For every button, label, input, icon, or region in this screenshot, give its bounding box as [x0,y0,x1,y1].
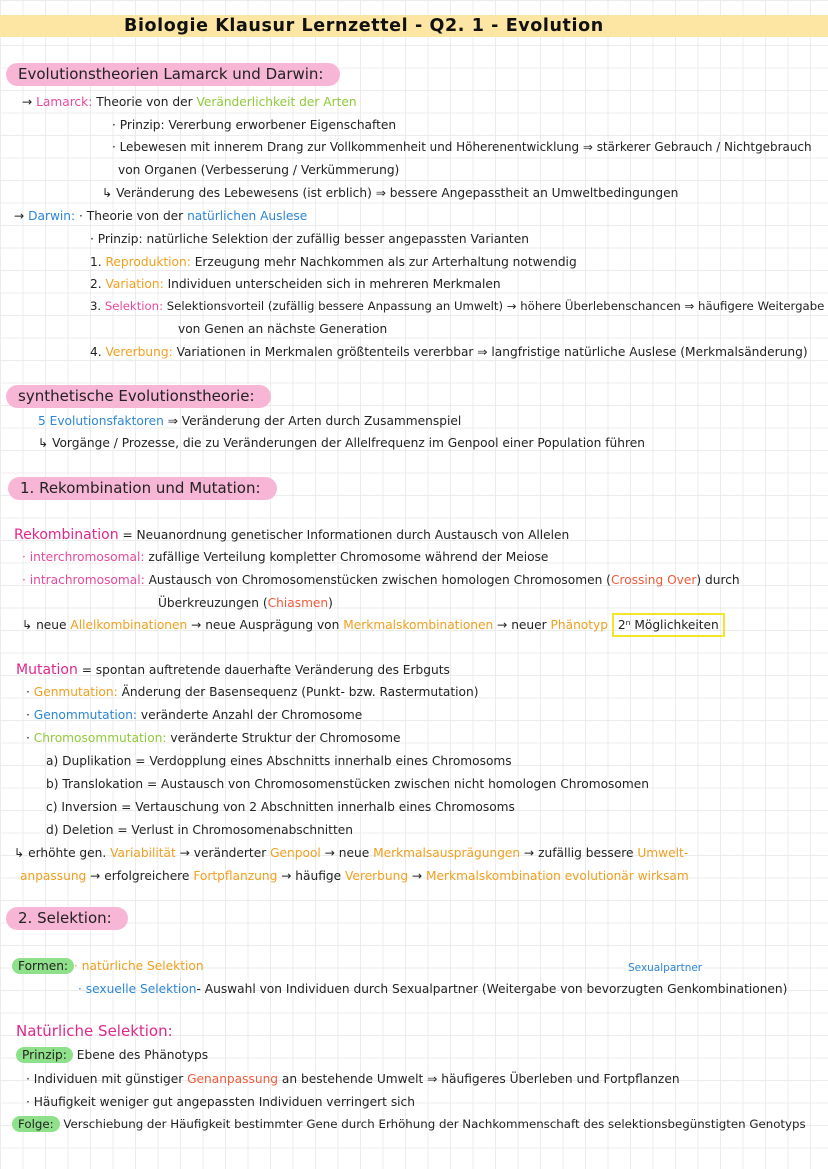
folge-line: Folge: Verschiebung der Häufigkeit bestimmter Gene durch Erhöhung der Nachkommenschaft des selektionsbegünstigten Genotyps [12,1118,806,1132]
interchromosomal-line: · interchromosomal: zufällige Verteilung kompletter Chromosome während der Meiose [22,550,549,564]
mutation-a: a) Duplikation = Verdopplung eines Abschnitts innerhalb eines Chromosoms [46,754,512,768]
chromosommutation-line: · Chromosommutation: veränderte Struktur der Chromosome [26,731,401,745]
darwin-line: → Darwin: · Theorie von der natürlichen Auslese [14,209,308,223]
darwin-item-4: 4. Vererbung: Variationen in Merkmalen größtenteils vererbbar ⇒ langfristige natürliche Auslese (Merkmalsänderung) [90,345,808,359]
intrachromosomal-line: · intrachromosomal: Austausch von Chromosomenstücken zwischen homologen Chromosomen (Crossing Over) durch [22,573,740,587]
heading-rekombination: 1. Rekombination und Mutation: [8,480,277,497]
natuerliche-selektion-heading: Natürliche Selektion: [16,1022,173,1040]
rekombination-def: Rekombination = Neuanordnung genetischer Informationen durch Austausch von Allelen [14,527,570,543]
heading-synthetische: synthetische Evolutionstheorie: [6,388,271,405]
possibilities-box: 2ⁿ Möglichkeiten [612,613,725,637]
page-title: Biologie Klausur Lernzettel - Q2. 1 - Evolution [124,16,604,36]
lamarck-result: ↳ Veränderung des Lebewesens (ist erblich) ⇒ bessere Angepasstheit an Umweltbedingungen [102,186,679,200]
mutation-d: d) Deletion = Verlust in Chromosomenabschnitten [46,823,353,837]
darwin-item-2: 2. Variation: Individuen unterscheiden sich in mehreren Merkmalen [90,277,501,291]
darwin-item-3: 3. Selektion: Selektionsvorteil (zufällig bessere Anpassung an Umwelt) → höhere Überlebenschancen ⇒ häufigere Weitergabe [90,299,825,313]
allelkombinationen-line: ↳ neue Allelkombinationen → neue Ausprägung von Merkmalskombinationen → neuer Phänotyp 2ⁿ Möglichkeiten [22,618,725,632]
prinzip-line: Prinzip: Ebene des Phänotyps [16,1048,208,1062]
lamarck-bullet-2: · Lebewesen mit innerem Drang zur Vollkommenheit und Höherenentwicklung ⇒ stärkerer Gebrauch / Nichtgebrauch [112,140,812,154]
heading-evolutionstheorien: Evolutionstheorien Lamarck und Darwin: [6,66,340,83]
synth-line-1: 5 Evolutionsfaktoren ⇒ Veränderung der Arten durch Zusammenspiel [38,414,462,428]
mutation-result-1: ↳ erhöhte gen. Variabilität → veränderter Genpool → neue Merkmalsausprägungen → zufällig bessere Umwelt- [14,846,689,860]
genmutation-line: · Genmutation: Änderung der Basensequenz (Punkt- bzw. Rastermutation) [26,685,479,699]
mutation-c: c) Inversion = Vertauschung von 2 Abschnitten innerhalb eines Chromosoms [46,800,515,814]
darwin-item-1: 1. Reproduktion: Erzeugung mehr Nachkommen als zur Arterhaltung notwendig [90,255,577,269]
synth-line-2: ↳ Vorgänge / Prozesse, die zu Veränderungen der Allelfrequenz im Genpool einer Population führen [38,436,645,450]
darwin-item-3b: von Genen an nächste Generation [178,322,388,336]
formen-line: Formen: · natürliche Selektion [12,959,204,973]
prinzip-bullet-2: · Häufigkeit weniger gut angepassten Individuen verringert sich [26,1095,415,1109]
lamarck-bullet-2b: von Organen (Verbesserung / Verkümmerung) [118,163,400,177]
mutation-b: b) Translokation = Austausch von Chromosomenstücken zwischen nicht homologen Chromosomen [46,777,649,791]
prinzip-bullet-1: · Individuen mit günstiger Genanpassung an bestehende Umwelt ⇒ häufigeres Überleben und Fortpflanzen [26,1072,680,1086]
genommutation-line: · Genommutation: veränderte Anzahl der Chromosome [26,708,363,722]
sexuelle-selektion-line: · sexuelle Selektion- Auswahl von Individuen durch Sexualpartner (Weitergabe von bevorzugten Genkombinationen) [78,982,788,996]
mutation-def: Mutation = spontan auftretende dauerhafte Veränderung des Erbguts [16,662,450,678]
lamarck-bullet-1: · Prinzip: Vererbung erworbener Eigenschaften [112,118,397,132]
darwin-principle: · Prinzip: natürliche Selektion der zufällig besser angepassten Varianten [90,232,529,246]
lamarck-line: → Lamarck: Theorie von der Veränderlichkeit der Arten [22,95,357,109]
sexualpartner-note: Sexualpartner [628,962,703,974]
heading-selektion: 2. Selektion: [6,910,128,927]
mutation-result-2: anpassung → erfolgreichere Fortpflanzung → häufige Vererbung → Merkmalskombination evolutionär wirksam [20,869,689,883]
intrachromosomal-line-2: Überkreuzungen (Chiasmen) [158,596,333,610]
